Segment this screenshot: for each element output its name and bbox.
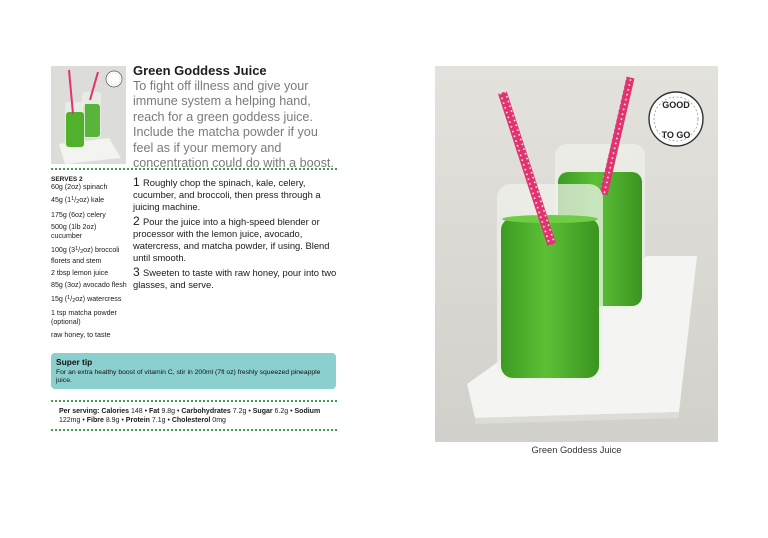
ingredients-list xyxy=(51,183,129,343)
ingredient-item: 175g (6oz) celery xyxy=(51,210,106,219)
method-step xyxy=(133,215,338,264)
step-text: Sweeten to taste with raw honey, pour into two glasses, and serve. xyxy=(133,267,337,290)
ingredient-item: 45g $(1^1/2oz)$ kale xyxy=(51,196,105,206)
super-tip-title: Super tip xyxy=(56,357,93,367)
step-text: Pour the juice into a high-speed blender or processor with the lemon juice, avocado, watercress, and matcha powder, if using. Blend until smooth. xyxy=(133,216,330,263)
nutrition-label: Carbohydrates xyxy=(181,408,231,415)
ingredient-item: raw honey, to taste xyxy=(51,330,111,339)
nutrition-label: Sodium xyxy=(294,408,321,415)
nutrition-value: 0mg xyxy=(210,416,226,424)
badge-top-text: GOOD xyxy=(662,100,690,110)
nutrition-value: 9.8g xyxy=(159,408,176,415)
dotted-divider-top xyxy=(51,168,337,170)
ingredient-item: 2 tbsp lemon juice xyxy=(51,268,109,277)
good-to-go-badge-small xyxy=(106,71,122,87)
nutrition-value: 6.2g xyxy=(272,408,289,415)
step-text: Roughly chop the spinach, kale, celery, cucumber, and broccoli, then press through a juicing machine. xyxy=(133,177,321,212)
nutrition-label: Protein xyxy=(125,416,150,424)
nutrition-label: Fat xyxy=(149,408,160,415)
recipe-thumbnail xyxy=(51,66,126,164)
nutrition-info: Per serving: Calories 148 • Fat 9.8g • Carbohydrates 7.2g • Sugar 6.2g • Sodium 122mg • Fibre 8.9g • Protein 7.1g • Cholesterol 0mg xyxy=(59,408,321,424)
method-step xyxy=(133,176,338,213)
nutrition-value: 7.1g xyxy=(149,416,166,424)
dotted-divider-nutrition-bottom xyxy=(51,429,337,431)
nutrition-value: 148 xyxy=(129,408,143,415)
step-number: 3 xyxy=(133,265,144,279)
juice-photo xyxy=(435,66,718,442)
step-number: 1 xyxy=(133,175,144,189)
ingredient-item: 500g (1lb 2oz) cucumber xyxy=(51,223,97,241)
ingredient-item: 1 tsp matcha powder (optional) xyxy=(51,309,117,327)
nutrition-value: 7.2g xyxy=(230,408,247,415)
ingredient-item: 15g ($^1$/2oz) watercress xyxy=(51,294,122,304)
nutrition-label: Per serving: Calories xyxy=(59,408,130,415)
nutrition-label: Fibre xyxy=(86,416,104,424)
serves-label: SERVES 2 xyxy=(51,176,83,183)
nutrition-value: 8.9g xyxy=(103,416,120,424)
recipe-title: Green Goddess Juice xyxy=(133,63,267,78)
nutrition-value: 122mg xyxy=(59,416,81,424)
step-number: 2 xyxy=(133,214,144,228)
nutrition-label: Sugar xyxy=(252,408,273,415)
photo-caption: Green Goddess Juice xyxy=(531,445,622,455)
dotted-divider-nutrition-top xyxy=(51,400,337,402)
ingredient-item: 85g (3oz) avocado flesh xyxy=(51,281,127,290)
method-steps xyxy=(133,176,338,293)
method-step xyxy=(133,266,338,291)
super-tip-box xyxy=(51,353,336,389)
badge-bottom-text: TO GO xyxy=(661,130,691,140)
nutrition-label: Cholesterol xyxy=(171,416,211,424)
ingredient-item: 100g $(3^1/2oz)$ broccoli florets and stem xyxy=(51,245,120,265)
ingredient-item: 60g (2oz) spinach xyxy=(51,183,108,191)
recipe-intro: To fight off illness and give your immune system a helping hand, reach for a green goddess juice. Include the matcha powder if you feel as if your memory and concentration could do with a boost. xyxy=(133,79,334,171)
super-tip-text: For an extra healthy boost of vitamin C, stir in 200ml (7fl oz) freshly squeezed pineapple juice. xyxy=(56,369,321,385)
